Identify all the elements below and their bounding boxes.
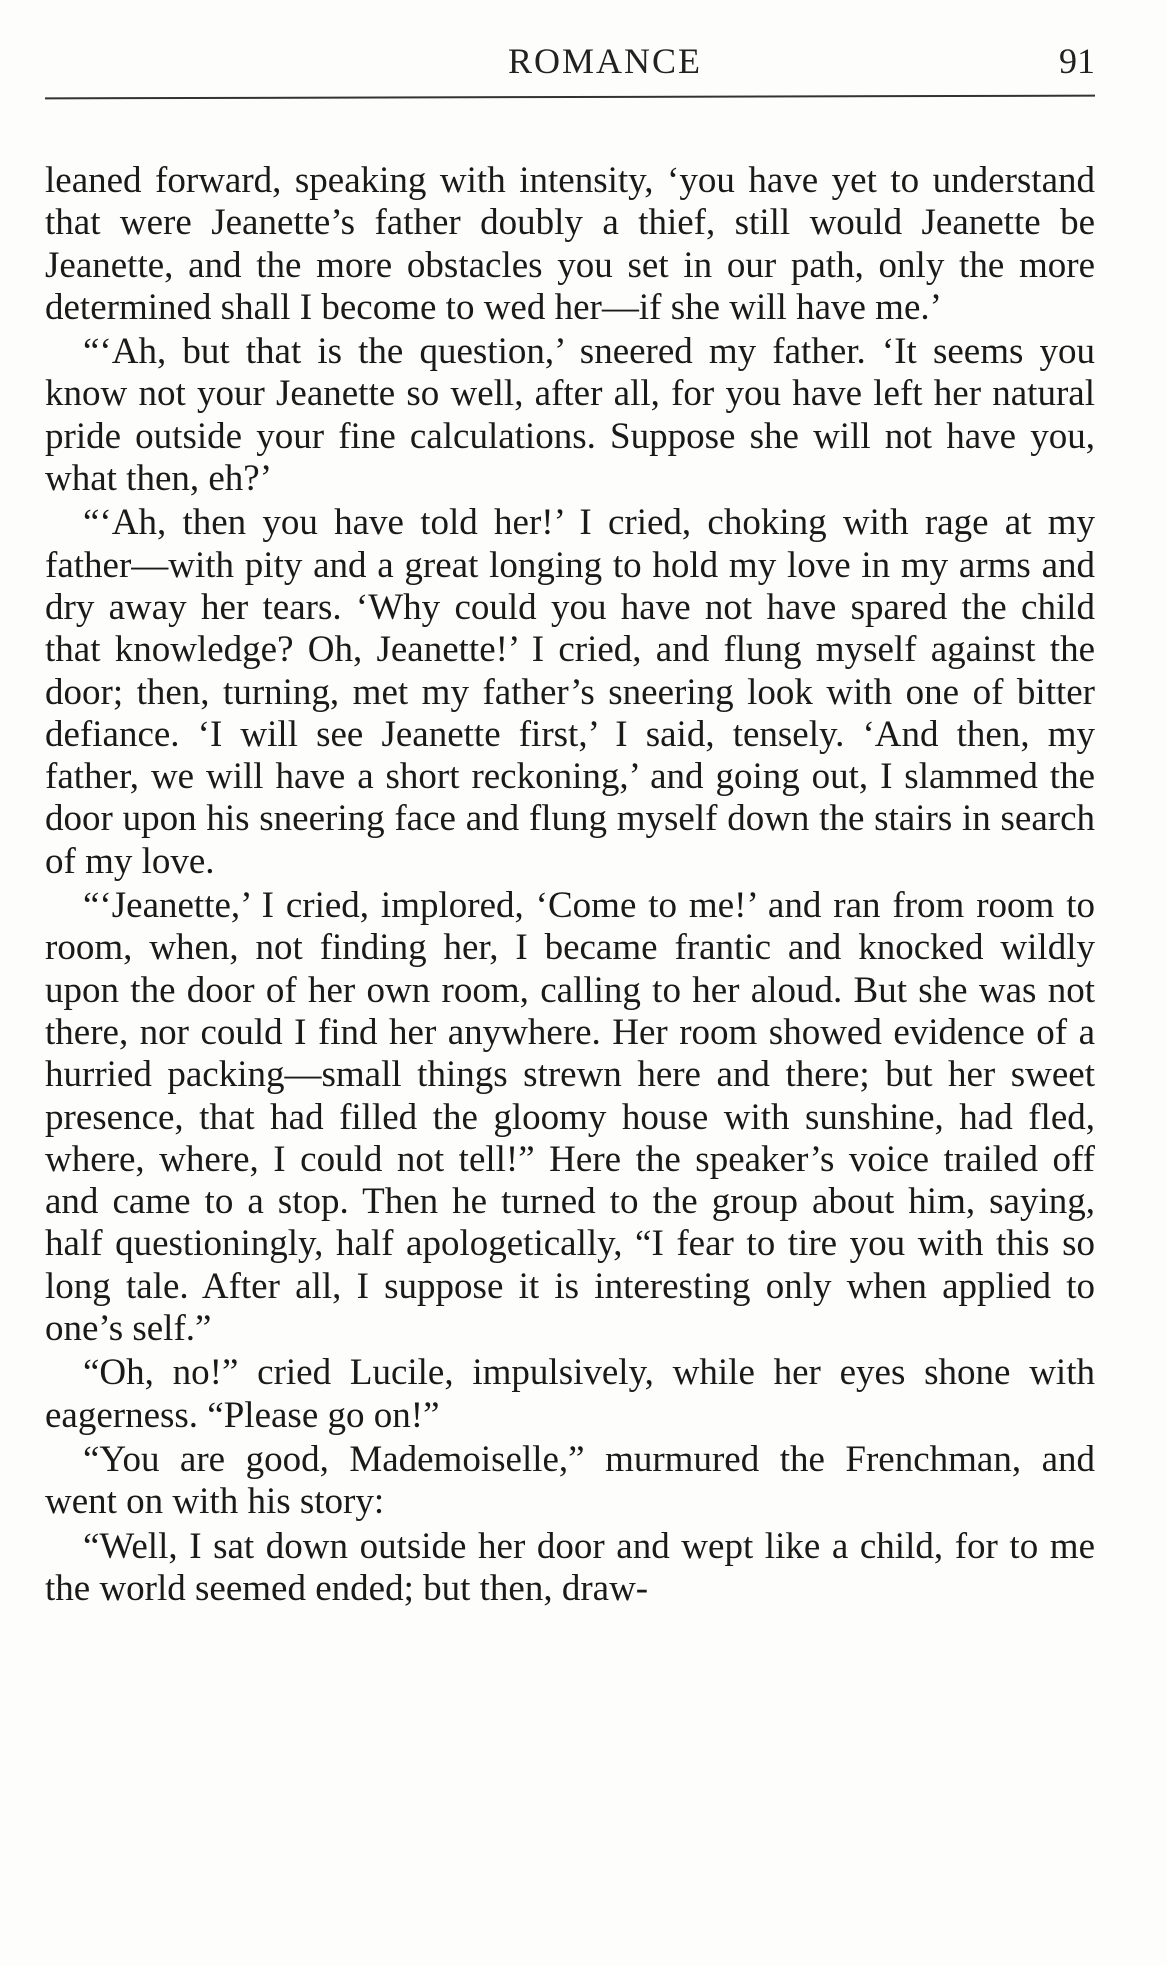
paragraph: “‘Ah, but that is the question,’ sneered my father. ‘It seems you know not your Jeanette so well, after all, for you have left her natural pride outside your fine calculations. Suppose she will not have you, what then, eh?’ xyxy=(45,331,1095,500)
paragraph: leaned forward, speaking with intensity, ‘you have yet to understand that were Jeanette’s father doubly a thief, still would Jeanette be Jeanette, and the more obstacles you set in our path, only the more determined shall I become to wed her—if she will have me.’ xyxy=(45,160,1095,328)
body-text xyxy=(45,160,1095,1610)
paragraph: “You are good, Mademoiselle,” murmured the Frenchman, and went on with his story: xyxy=(45,1438,1095,1523)
running-title: ROMANCE xyxy=(507,41,703,81)
page-number: 91 xyxy=(1059,41,1095,81)
paragraph: “‘Jeanette,’ I cried, implored, ‘Come to me!’ and ran from room to room, when, not finding her, I became frantic and knocked wildly upon the door of her own room, calling to her aloud. But she was not there, nor could I find her anywhere. Her room showed evidence of a hurried packing—small things strewn here and there; but her sweet presence, that had filled the gloomy house with sunshine, had fled, where, where, I could not tell!” Here the speaker’s voice trailed off and came to a stop. Then he turned to the group about him, saying, half questioningly, half apologetically, “I fear to tire you with this so long tale. After all, I suppose it is interesting only when applied to one’s self.” xyxy=(45,885,1095,1350)
header-rule xyxy=(45,95,1095,100)
paragraph: “Well, I sat down outside her door and wept like a child, for to me the world seemed ended; but then, draw- xyxy=(45,1525,1095,1609)
paragraph: “‘Ah, then you have told her!’ I cried, choking with rage at my father—with pity and a great longing to hold my love in my arms and dry away her tears. ‘Why could you have not have spared the child that knowledge? Oh, Jeanette!’ I cried, and flung myself against the door; then, turning, met my father’s sneering look with one of bitter defiance. ‘I will see Jeanette first,’ I said, tensely. ‘And then, my father, we will have a short reckoning,’ and going out, I slammed the door upon his sneering face and flung myself down the stairs in search of my love. xyxy=(45,502,1095,882)
paragraph: “Oh, no!” cried Lucile, impulsively, while her eyes shone with eagerness. “Please go on!” xyxy=(45,1352,1095,1436)
running-header xyxy=(45,40,1095,92)
